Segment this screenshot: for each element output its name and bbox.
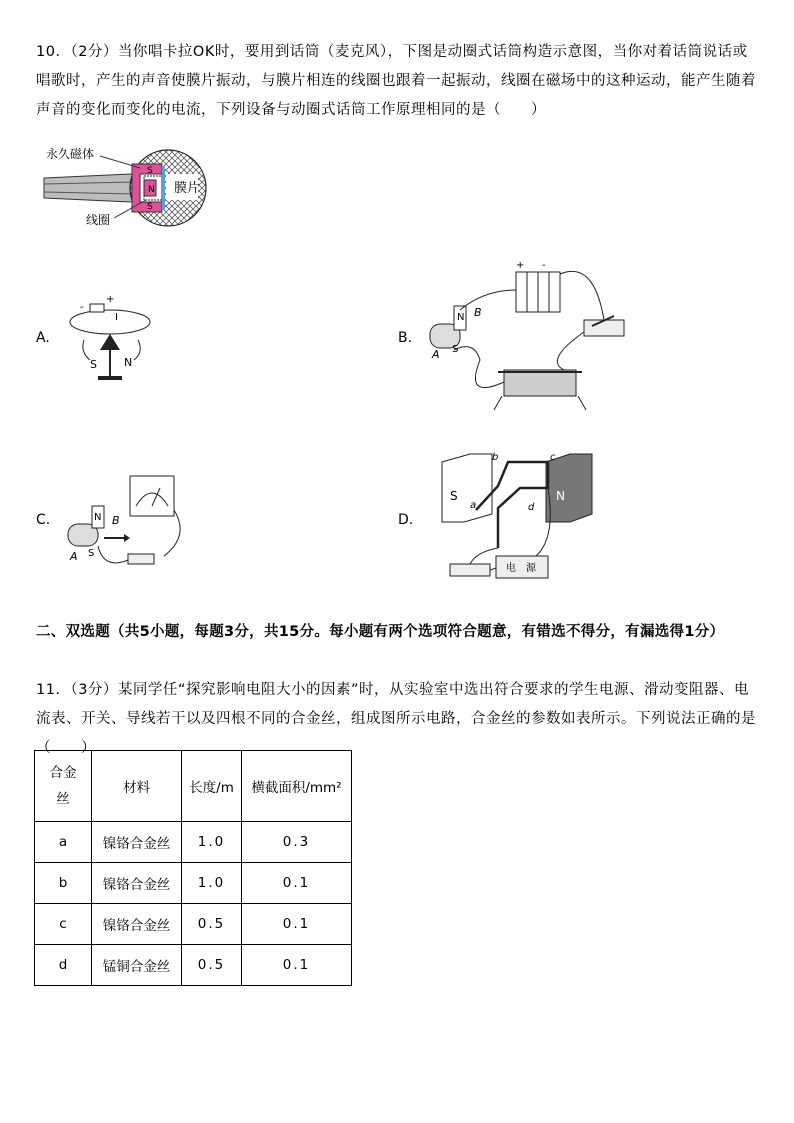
option-d-d: d	[528, 502, 535, 513]
option-a-figure	[60, 290, 160, 390]
header-area: 横截面积/mm²	[242, 751, 352, 822]
label-magnet-pole-s: S	[147, 166, 153, 176]
cell-area: 0.1	[242, 863, 352, 904]
cell-length: 0.5	[182, 904, 242, 945]
option-d-b: b	[492, 452, 499, 463]
cell-material: 镍铬合金丝	[92, 822, 182, 863]
option-a-minus: -	[80, 302, 84, 313]
label-membrane: 膜片	[174, 181, 201, 196]
cell-material: 镍铬合金丝	[92, 904, 182, 945]
option-b-n: N	[457, 312, 465, 323]
microphone-diagram	[40, 146, 230, 228]
question-10-text	[36, 38, 758, 125]
section-2-heading: 二、双选题（共5小题，每题3分，共15分。每小题有两个选项符合题意，有错选不得分，有漏选得1分）	[36, 624, 725, 640]
question-number: 10．	[36, 44, 71, 60]
option-b-label: B.	[398, 330, 413, 346]
option-d-power: 电 源	[506, 563, 536, 574]
option-c-n: N	[94, 512, 102, 523]
option-c-a: A	[70, 550, 78, 563]
header-alloy: 合金丝	[49, 765, 77, 807]
option-d-a: a	[470, 500, 477, 511]
question-body: 某同学任“探究影响电阻大小的因素”时，从实验室中选出符合要求的学生电源、滑动变阻器、电流表、开关、导线若干以及四根不同的合金丝，组成图所示电路，合金丝的参数如表所示。下列说法正确的是（ ）	[36, 682, 756, 756]
question-number: 11．	[36, 682, 71, 698]
option-a-s: S	[90, 358, 97, 371]
option-b-minus: -	[542, 260, 546, 271]
option-a-plus: +	[106, 294, 115, 305]
option-c-figure	[64, 466, 194, 576]
option-d-figure	[436, 448, 606, 586]
option-c-label: C.	[36, 512, 51, 528]
option-b-s: S	[452, 344, 459, 355]
label-coil: 线圈	[86, 213, 111, 227]
table-row	[35, 822, 352, 863]
label-magnet-pole-n: N	[148, 185, 155, 195]
option-a-n: N	[124, 356, 133, 369]
table-row	[35, 945, 352, 986]
header-length: 长度/m	[182, 751, 242, 822]
option-a-label: A.	[36, 330, 50, 346]
option-b-a: A	[432, 348, 440, 361]
option-b-figure	[424, 260, 644, 420]
table-row	[35, 904, 352, 945]
option-a-current: I	[115, 312, 118, 323]
header-material: 材料	[92, 751, 182, 822]
alloy-parameter-table	[34, 750, 352, 986]
cell-area: 0.3	[242, 822, 352, 863]
table-row	[35, 863, 352, 904]
cell-alloy: c	[35, 904, 92, 945]
cell-alloy: b	[35, 863, 92, 904]
cell-material: 锰铜合金丝	[92, 945, 182, 986]
cell-alloy: a	[35, 822, 92, 863]
table-header-row	[35, 751, 352, 822]
option-b-plus: +	[516, 260, 525, 271]
option-c-s: S	[88, 548, 95, 559]
option-b-b: B	[474, 306, 482, 319]
label-magnet: 永久磁体	[46, 147, 95, 161]
option-d-c: c	[550, 452, 556, 463]
option-d-n: N	[556, 489, 565, 503]
cell-area: 0.1	[242, 904, 352, 945]
question-body: 当你唱卡拉OK时，要用到话筒（麦克风），下图是动圈式话筒构造示意图，当你对着话筒说话或唱歌时，产生的声音使膜片振动，与膜片相连的线圈也跟着一起振动，线圈在磁场中的这种运动，能产生随着声音的变化而变化的电流，下列设备与动圈式话筒工作原理相同的是（ ）	[36, 44, 756, 118]
cell-length: 1.0	[182, 863, 242, 904]
option-c-b: B	[112, 514, 120, 527]
label-magnet-pole-s2: S	[147, 202, 153, 212]
question-score: （2分）	[70, 44, 118, 60]
cell-area: 0.1	[242, 945, 352, 986]
cell-alloy: d	[35, 945, 92, 986]
cell-length: 0.5	[182, 945, 242, 986]
option-d-s: S	[450, 489, 458, 503]
cell-material: 镍铬合金丝	[92, 863, 182, 904]
question-score: （3分）	[70, 682, 118, 698]
cell-length: 1.0	[182, 822, 242, 863]
option-d-label: D.	[398, 512, 414, 528]
